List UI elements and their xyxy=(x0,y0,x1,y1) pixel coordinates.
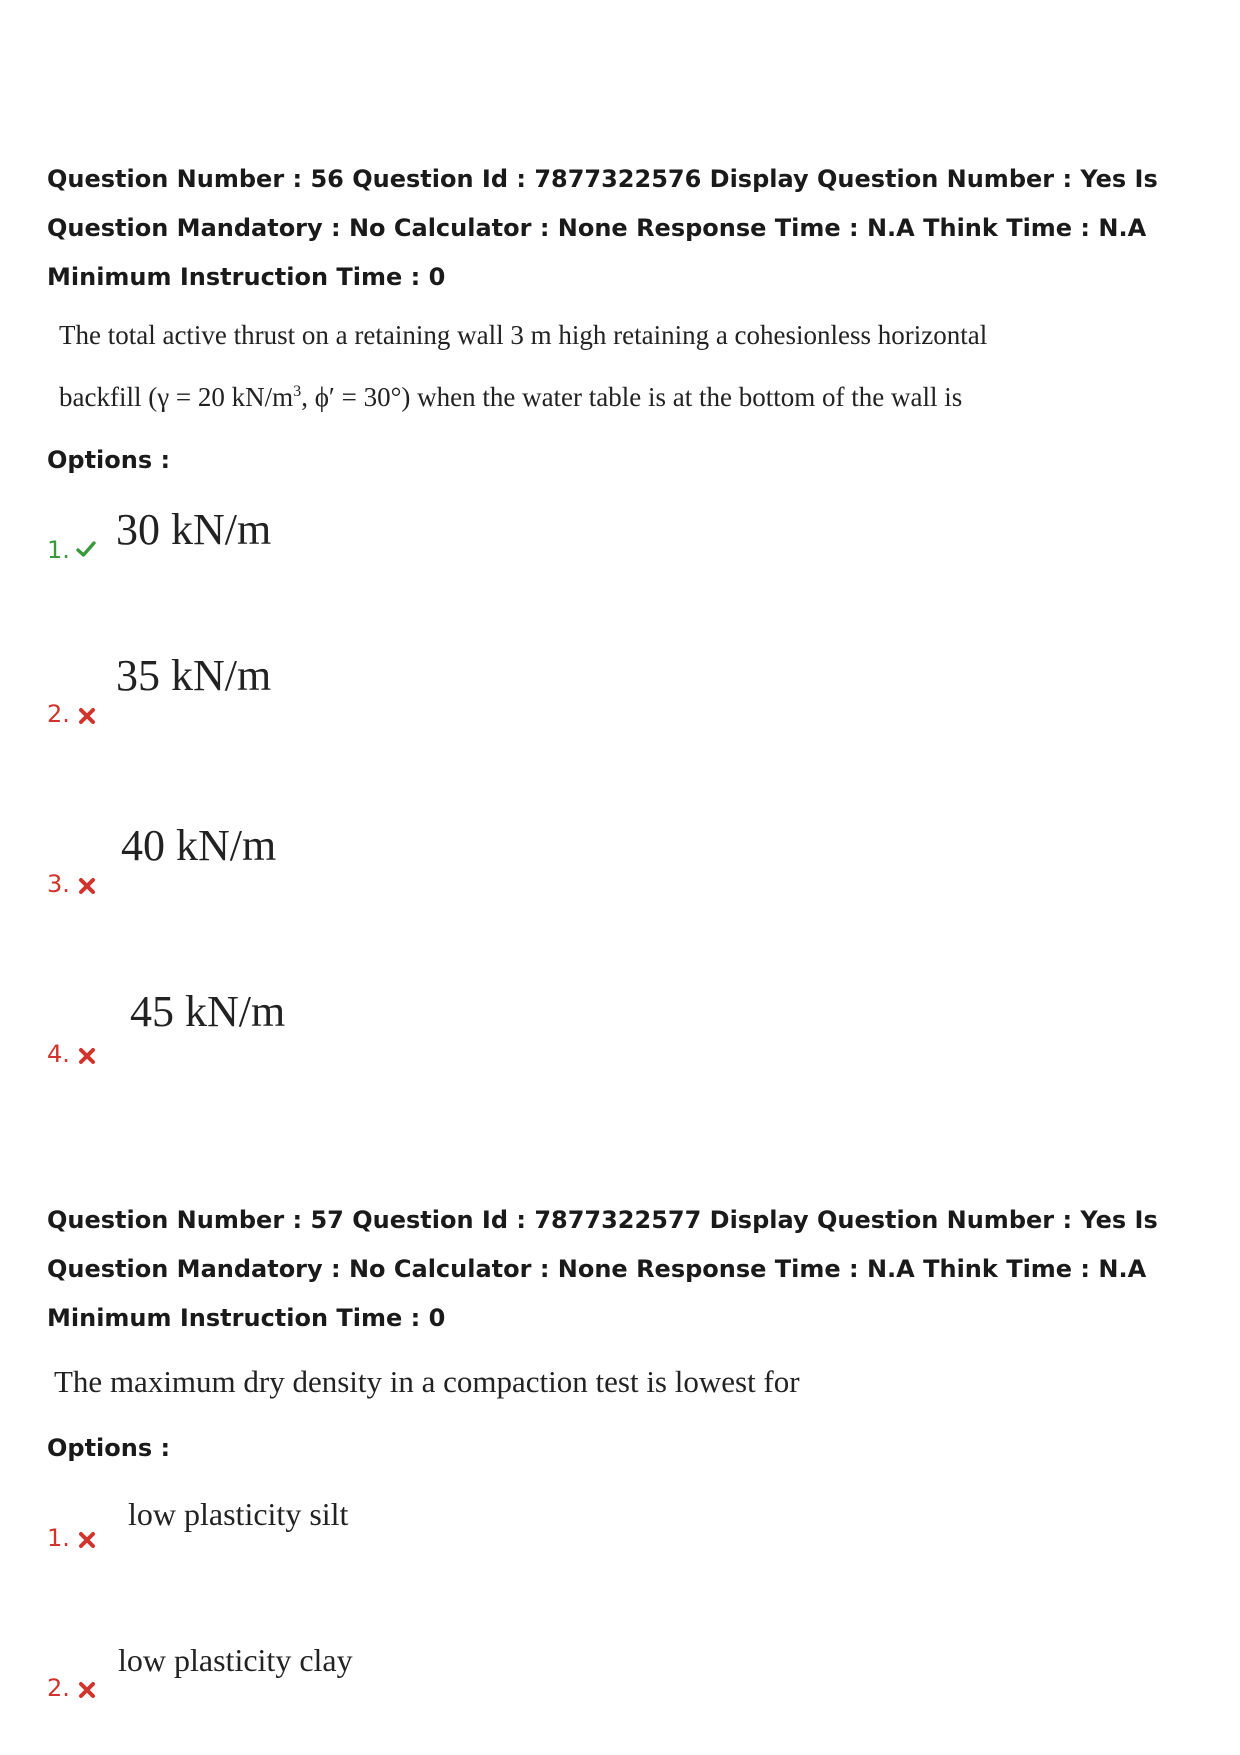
cross-icon xyxy=(77,1680,97,1700)
options-label: Options : xyxy=(47,446,171,474)
stem-superscript: 3 xyxy=(293,382,302,400)
stem-text-a: backfill (γ = 20 kN/m xyxy=(59,382,294,412)
option-value: low plasticity clay xyxy=(118,1642,353,1678)
question-meta-text: Question Number : 57 Question Id : 7877322577 Display Question Number : Yes Is Question Mandatory : No Calculator : None Response Time : N.A Think Time : N.A Minimum Instruction Time : 0 xyxy=(47,1206,1158,1332)
question-57-stem: The maximum dry density in a compaction test is lowest for xyxy=(54,1364,800,1399)
option-value: 35 kN/m xyxy=(116,651,272,700)
option-number: 1. xyxy=(47,1524,70,1552)
stem-text-b: , ϕ′ = 30°) when the water table is at the bottom of the wall is xyxy=(301,382,963,412)
question-meta-text: Question Number : 56 Question Id : 7877322576 Display Question Number : Yes Is Question Mandatory : No Calculator : None Response Time : N.A Think Time : N.A Minimum Instruction Time : 0 xyxy=(47,165,1158,291)
option-value: low plasticity silt xyxy=(128,1496,349,1532)
cross-icon xyxy=(77,1046,97,1066)
question-56-meta xyxy=(47,155,1207,302)
question-56-stem-line1: The total active thrust on a retaining wall 3 m high retaining a cohesionless horizontal xyxy=(59,320,988,350)
check-icon xyxy=(76,539,96,559)
cross-icon xyxy=(77,706,97,726)
cross-icon xyxy=(77,876,97,896)
question-57-meta xyxy=(47,1196,1207,1343)
option-number: 2. xyxy=(47,1674,70,1702)
question-56-stem-line2 xyxy=(59,382,962,413)
option-number: 4. xyxy=(47,1040,70,1068)
option-number: 2. xyxy=(47,700,70,728)
option-number: 3. xyxy=(47,870,70,898)
option-value: 30 kN/m xyxy=(116,505,272,554)
option-value: 45 kN/m xyxy=(130,987,286,1036)
option-value: 40 kN/m xyxy=(121,821,277,870)
options-label: Options : xyxy=(47,1434,171,1462)
cross-icon xyxy=(77,1530,97,1550)
option-number: 1. xyxy=(47,536,70,564)
